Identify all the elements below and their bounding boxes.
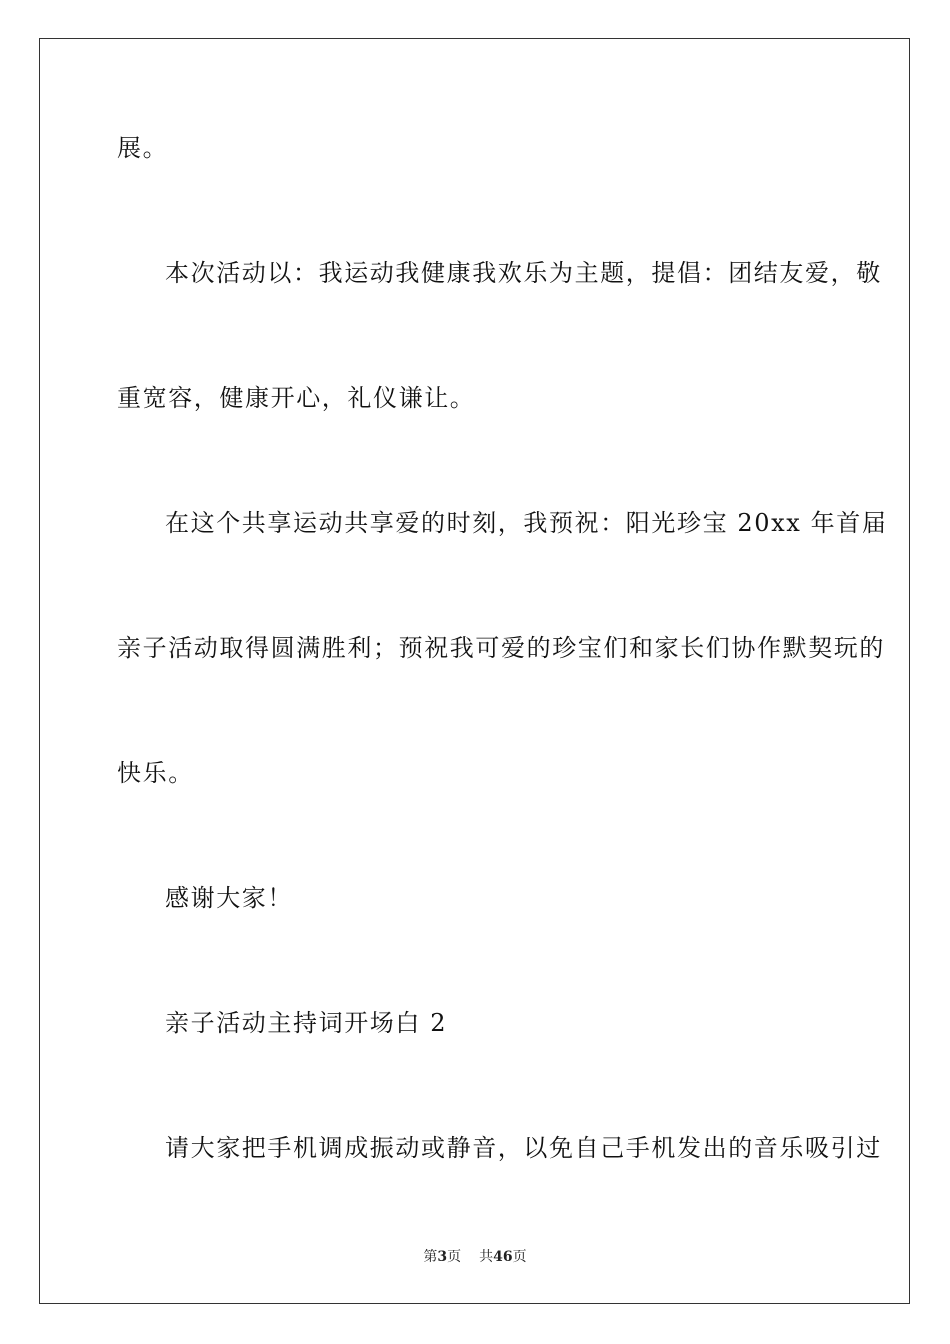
paragraph-line: 亲子活动取得圆满胜利；预祝我可爱的珍宝们和家长们协作默契玩的 [117,634,885,662]
total-page-count: 46 [493,1249,513,1265]
paragraph-line: 请大家把手机调成振动或静音，以免自己手机发出的音乐吸引过 [165,1134,882,1162]
paragraph-line: 感谢大家！ [165,884,293,912]
paragraph-line: 快乐。 [117,759,194,787]
total-label-prefix: 共 [479,1249,494,1265]
current-page-number: 3 [437,1249,448,1265]
section-heading: 亲子活动主持词开场白 2 [165,1009,448,1037]
total-label-suffix: 页 [512,1249,527,1265]
paragraph-line: 重宽容，健康开心，礼仪谦让。 [117,384,476,412]
page-footer [0,1248,950,1266]
page-label-suffix: 页 [447,1249,462,1265]
paragraph-line: 展。 [117,134,169,162]
paragraph-line: 在这个共享运动共享爱的时刻，我预祝：阳光珍宝 20xx 年首届 [165,509,888,537]
page-label-prefix: 第 [423,1249,438,1265]
page-border [39,38,910,1304]
paragraph-line: 本次活动以：我运动我健康我欢乐为主题，提倡：团结友爱，敬 [165,259,882,287]
